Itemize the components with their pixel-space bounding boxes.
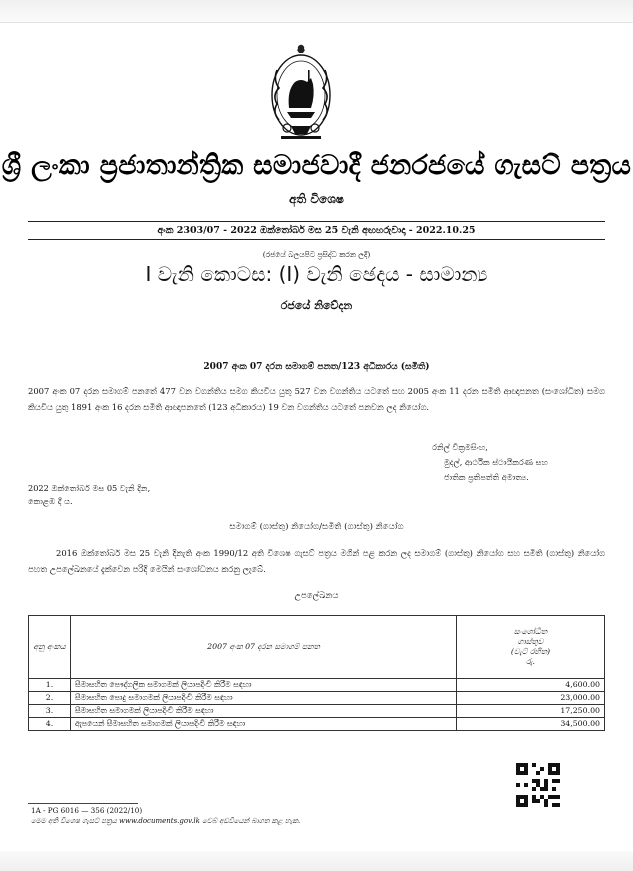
fee-schedule-table (28, 615, 605, 731)
gazette-title: ශ්‍රී ලංකා ප්‍රජාතාන්ත්‍රික සමාජවාදී ජනරජයේ ගැසට් පත්‍රය (1, 150, 632, 181)
viewer-top-bar (0, 0, 633, 23)
extraordinary-label: අති විශෙෂ (289, 192, 344, 206)
row-serial: 1. (29, 679, 71, 692)
row-serial: 4. (29, 718, 71, 731)
regulations-heading: සමාගම් (ගාස්තු) නියෝග/සමිති (ගාස්තු) නියෝග (229, 522, 404, 532)
signature-block (432, 440, 612, 485)
table-row (29, 718, 605, 731)
part-section-title: I වැනි කොටස: (I) වැනි ඡෙදය - සාමාන්‍ය (145, 262, 488, 286)
row-description: සීමාසහිත සමාගමක් ලියාපදිංචි කිරීම සඳහා (71, 705, 457, 718)
date-place-block (28, 482, 150, 508)
schedule-title: උපලේඛනය (294, 591, 339, 601)
qr-code-icon (516, 763, 560, 807)
table-row (29, 692, 605, 705)
signatory-title-line1: මුදල්, ආර්ථික ස්ථායීකරණ සහ (444, 457, 548, 467)
header-fee-line3: (වැට් රහිත) (510, 647, 551, 656)
row-serial: 3. (29, 705, 71, 718)
signing-date: 2022 ඔක්තෝබර් මස 05 වැනි දින, (28, 483, 151, 493)
download-note: මෙම අති විශෙෂ ගැසට් පත්‍රය www.documents.gov.lk වෙබ් අඩවියෙන් බාගත කළ හැක. (31, 817, 301, 825)
header-fee-line2: ගාස්තුව (517, 637, 544, 646)
row-serial: 2. (29, 692, 71, 705)
row-fee: 34,500.00 (457, 718, 605, 731)
print-code: 1A - PG 6016 — 356 (2022/10) (31, 806, 143, 815)
header-serial-no: අනු අංකය (29, 616, 71, 679)
row-description: සීමාසහිත පෞද්ගලික සමාගමක් ලියාපදිංචි කිරීම සඳහා (71, 679, 457, 692)
header-fee-line4: රු. (526, 657, 535, 666)
table-row (29, 679, 605, 692)
row-description: ඇපයෙන් සීමාසහිත සමාගමක් ලියාපදිංචි කිරීම සඳහා (71, 718, 457, 731)
row-fee: 17,250.00 (457, 705, 605, 718)
signing-place: කොළඹ දී ය. (28, 496, 73, 506)
viewer-bottom-bar (0, 851, 633, 871)
government-notifications-heading: රජයේ නිවේදන (280, 299, 353, 312)
row-fee: 23,000.00 (457, 692, 605, 705)
published-by-authority: (රජයේ බලයපිට ප්‍රසිද්ධ කරන ලදී) (262, 250, 371, 259)
signatory-title-line2: ජාතික ප්‍රතිපත්ති අමාත්‍ය. (444, 472, 529, 482)
row-fee: 4,600.00 (457, 679, 605, 692)
order-heading: 2007 අංක 07 දරන සමාගම් පනත/123 අධිකාරය (සමිති) (203, 362, 430, 372)
issue-number-line: අංක 2303/07 - 2022 ඔක්තෝබර් මස 25 වැනි අඟහරුවාදා - 2022.10.25 (28, 221, 605, 240)
table-header-row (29, 616, 605, 679)
footer-divider (28, 803, 138, 804)
national-emblem-icon (267, 40, 335, 142)
header-revised-fee (457, 616, 605, 679)
header-act: 2007 අංක 07 දරන සමාගම් පනත (71, 616, 457, 679)
order-body: 2007 අංක 07 දරන සමාගම් පනතේ 477 වන වගන්තිය සමග කියවිය යුතු 527 වන වගන්තිය යටතේ සහ 2005 අංක 11 දරන සමිති ආඥාපනත (සංශෝධිත) සමග කියවිය යුතු 1891 අංක 16 දරන සමිති ආඥාපනතේ (123 අධිකාරය) 19 වන වගන්තිය යටතේ පනවන ලද නියෝග. (28, 386, 605, 412)
signatory-name: රනිල් වික්‍රමසිංහ, (432, 442, 488, 452)
header-fee-line1: සංශෝධිත (513, 627, 548, 636)
row-description: සීමාසහිත පොදු සමාගමක් ලියාපදිංචි කිරීම සඳහා (71, 692, 457, 705)
regulations-body: 2016 ඔක්තෝබර් මස 25 වැනි දිනැති අංක 1990/12 අති විශෙෂ ගැසට් පත්‍රය මගින් පළ කරන ලද සමාගම් (ගාස්තු) නියෝග සහ සමිති (ගාස්තු) නියෝග පහත උපලේඛනයේ දැක්වෙන පරිදි මෙයින් සංශෝධනය කරනු ලැබේ. (28, 548, 605, 574)
table-row (29, 705, 605, 718)
